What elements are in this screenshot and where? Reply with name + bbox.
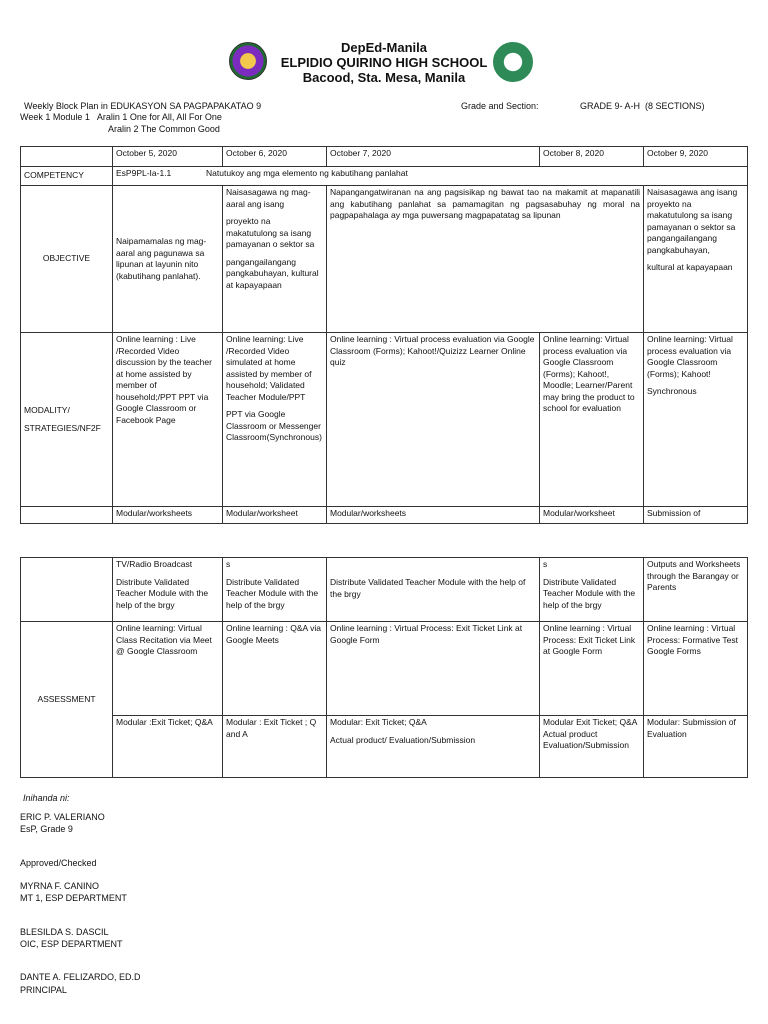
signatory-name: BLESILDA S. DASCIL: [20, 927, 109, 937]
date-cell: October 6, 2020: [223, 147, 327, 167]
modality-cell: Online learning : Virtual process evaluation via Google Classroom (Forms); Kahoot!/Quizizz Learner Online quiz: [327, 333, 540, 507]
modality-cell: Online learning: Virtual process evaluation via Google Classroom (Forms); Kahoot!, Moodle; Learner/Parent may bring the product to school for evaluation: [540, 333, 644, 507]
date-cell: October 7, 2020: [327, 147, 540, 167]
approved-label: Approved/Checked: [20, 858, 97, 868]
objective-row: [21, 186, 748, 333]
assessment-online-row: [21, 622, 748, 716]
objective-label: OBJECTIVE: [21, 186, 113, 333]
signatory-name: MYRNA F. CANINO: [20, 881, 100, 891]
empty-cell: [21, 507, 113, 524]
objective-cell: Naipamamalas ng mag-aaral ang pagunawa sa lipunan at layunin nito (kabutihang panlahat).: [113, 186, 223, 333]
date-row: [21, 147, 748, 167]
distribution-text: s: [226, 559, 231, 569]
competency-row: [21, 167, 748, 186]
assessment-cell: Online learning : Virtual Process: Exit Ticket Link at Google Form: [327, 622, 540, 716]
modular-cell: Modular/worksheet: [223, 507, 327, 524]
plan-title: Weekly Block Plan in EDUKASYON SA PAGPAPAKATAO 9: [24, 101, 262, 111]
document-header: [0, 40, 768, 85]
distribution-cell: [540, 558, 644, 622]
distribution-text: Distribute Validated Teacher Module with the help of the brgy: [226, 576, 319, 610]
grade-section-label: Grade and Section:: [461, 101, 539, 111]
modality-cell: [223, 333, 327, 507]
objective-text: Naisasagawa ng mag-aaral ang isang: [226, 187, 311, 209]
header-agency: DepEd-Manila: [341, 40, 427, 55]
competency-label: COMPETENCY: [21, 167, 113, 186]
modality-text: PPT via Google Classroom or Messenger Classroom(Synchronous): [226, 409, 322, 442]
modular-cell: Modular/worksheets: [327, 507, 540, 524]
competency-cell: [113, 167, 748, 186]
assessment-cell: Modular :Exit Ticket; Q&A: [113, 716, 223, 778]
header-school-name: ELPIDIO QUIRINO HIGH SCHOOL: [280, 55, 488, 70]
grade-section-value: GRADE 9- A-H (8 SECTIONS): [580, 101, 705, 111]
objective-cell: [223, 186, 327, 333]
signatory-role: PRINCIPAL: [20, 985, 67, 995]
date-cell: October 5, 2020: [113, 147, 223, 167]
objective-text: proyekto na makatutulong sa isang pamayanan o sektor sa: [226, 216, 315, 249]
modality-cell: Online learning : Live /Recorded Video discussion by the teacher at home assisted by member of household;/PPT PPT via Google Classroom or Facebook Page: [113, 333, 223, 507]
assessment-cell: Online learning : Q&A via Google Meets: [223, 622, 327, 716]
weekly-plan-table-2: [20, 557, 748, 778]
prepared-name: ERIC P. VALERIANO: [20, 812, 105, 822]
distribution-row: [21, 558, 748, 622]
objective-cell: Napangangatwiranan na ang pagsisikap ng bawat tao na makamit at mapanatili ang kabutihang panlahat sa pamamagitan ng pagsasabuhay ng moral na pagpapahalaga ay mga puwersang magpapatatag sa lipunan: [327, 186, 644, 333]
objective-text: kultural at kapayapaan: [647, 262, 733, 272]
assessment-cell: Modular: Submission of Evaluation: [644, 716, 748, 778]
competency-code: EsP9PL-Ia-1.1: [116, 168, 172, 178]
empty-cell: [21, 147, 113, 167]
modality-text: Online learning: Live /Recorded Video simulated at home assisted by member of household; Validated Teacher Module/PPT: [226, 334, 312, 402]
modular-cell: Submission of: [644, 507, 748, 524]
signatory-role: MT 1, ESP DEPARTMENT: [20, 893, 127, 903]
distribution-text: TV/Radio Broadcast: [116, 559, 193, 569]
assessment-cell: Online learning : Virtual Process: Exit Ticket Link at Google Form: [540, 622, 644, 716]
week-module: Week 1 Module 1 Aralin 1 One for All, All For One: [20, 112, 222, 122]
distribution-cell: Outputs and Worksheets through the Barangay or Parents: [644, 558, 748, 622]
assessment-label: ASSESSMENT: [21, 622, 113, 778]
modality-label: MODALITY/ STRATEGIES/NF2F: [21, 333, 113, 507]
competency-text: Natutukoy ang mga elemento ng kabutihang panlahat: [206, 168, 408, 178]
modality-text: Synchronous: [647, 386, 697, 396]
distribution-cell: [223, 558, 327, 622]
date-cell: October 8, 2020: [540, 147, 644, 167]
signatory-name: DANTE A. FELIZARDO, ED.D: [20, 972, 141, 982]
distribution-text: Distribute Validated Teacher Module with the help of the brgy: [543, 576, 636, 610]
assessment-modular-row: [21, 716, 748, 778]
assessment-text: Actual product/ Evaluation/Submission: [330, 734, 476, 745]
distribution-cell: [113, 558, 223, 622]
header-address: Bacood, Sta. Mesa, Manila: [302, 70, 466, 85]
objective-text: Naisasagawa ang isang proyekto na makatutulong sa isang pamayanan o sektor sa pangangailangang pangkabuhayan,: [647, 187, 738, 255]
assessment-cell: Online learning: Virtual Class Recitation via Meet @ Google Classroom: [113, 622, 223, 716]
modular-cell: Modular/worksheet: [540, 507, 644, 524]
assessment-cell: Online learning : Virtual Process: Formative Test Google Forms: [644, 622, 748, 716]
modular-row: [21, 507, 748, 524]
empty-cell: [21, 558, 113, 622]
prepared-role: EsP, Grade 9: [20, 824, 73, 834]
distribution-text: s: [543, 559, 548, 569]
distribution-text: Distribute Validated Teacher Module with the help of the brgy: [116, 576, 209, 610]
modality-text: Online learning: Virtual process evaluation via Google Classroom (Forms); Kahoot!: [647, 334, 733, 379]
assessment-text: Modular: Exit Ticket; Q&A: [330, 717, 427, 727]
weekly-plan-table-1: [20, 146, 748, 524]
modality-cell: [644, 333, 748, 507]
assessment-cell: [327, 716, 540, 778]
date-cell: October 9, 2020: [644, 147, 748, 167]
distribution-cell: Distribute Validated Teacher Module with the help of the brgy: [327, 558, 540, 622]
aralin-2: Aralin 2 The Common Good: [108, 124, 220, 134]
objective-text: pangangailangang pangkabuhayan, kultural at kapayapaan: [226, 256, 319, 290]
prepared-label: Inihanda ni:: [23, 793, 70, 803]
objective-cell: [644, 186, 748, 333]
assessment-cell: Modular : Exit Ticket ; Q and A: [223, 716, 327, 778]
assessment-cell: Modular Exit Ticket; Q&A Actual product Evaluation/Submission: [540, 716, 644, 778]
signatory-role: OIC, ESP DEPARTMENT: [20, 939, 123, 949]
modality-row: [21, 333, 748, 507]
modular-cell: Modular/worksheets: [113, 507, 223, 524]
